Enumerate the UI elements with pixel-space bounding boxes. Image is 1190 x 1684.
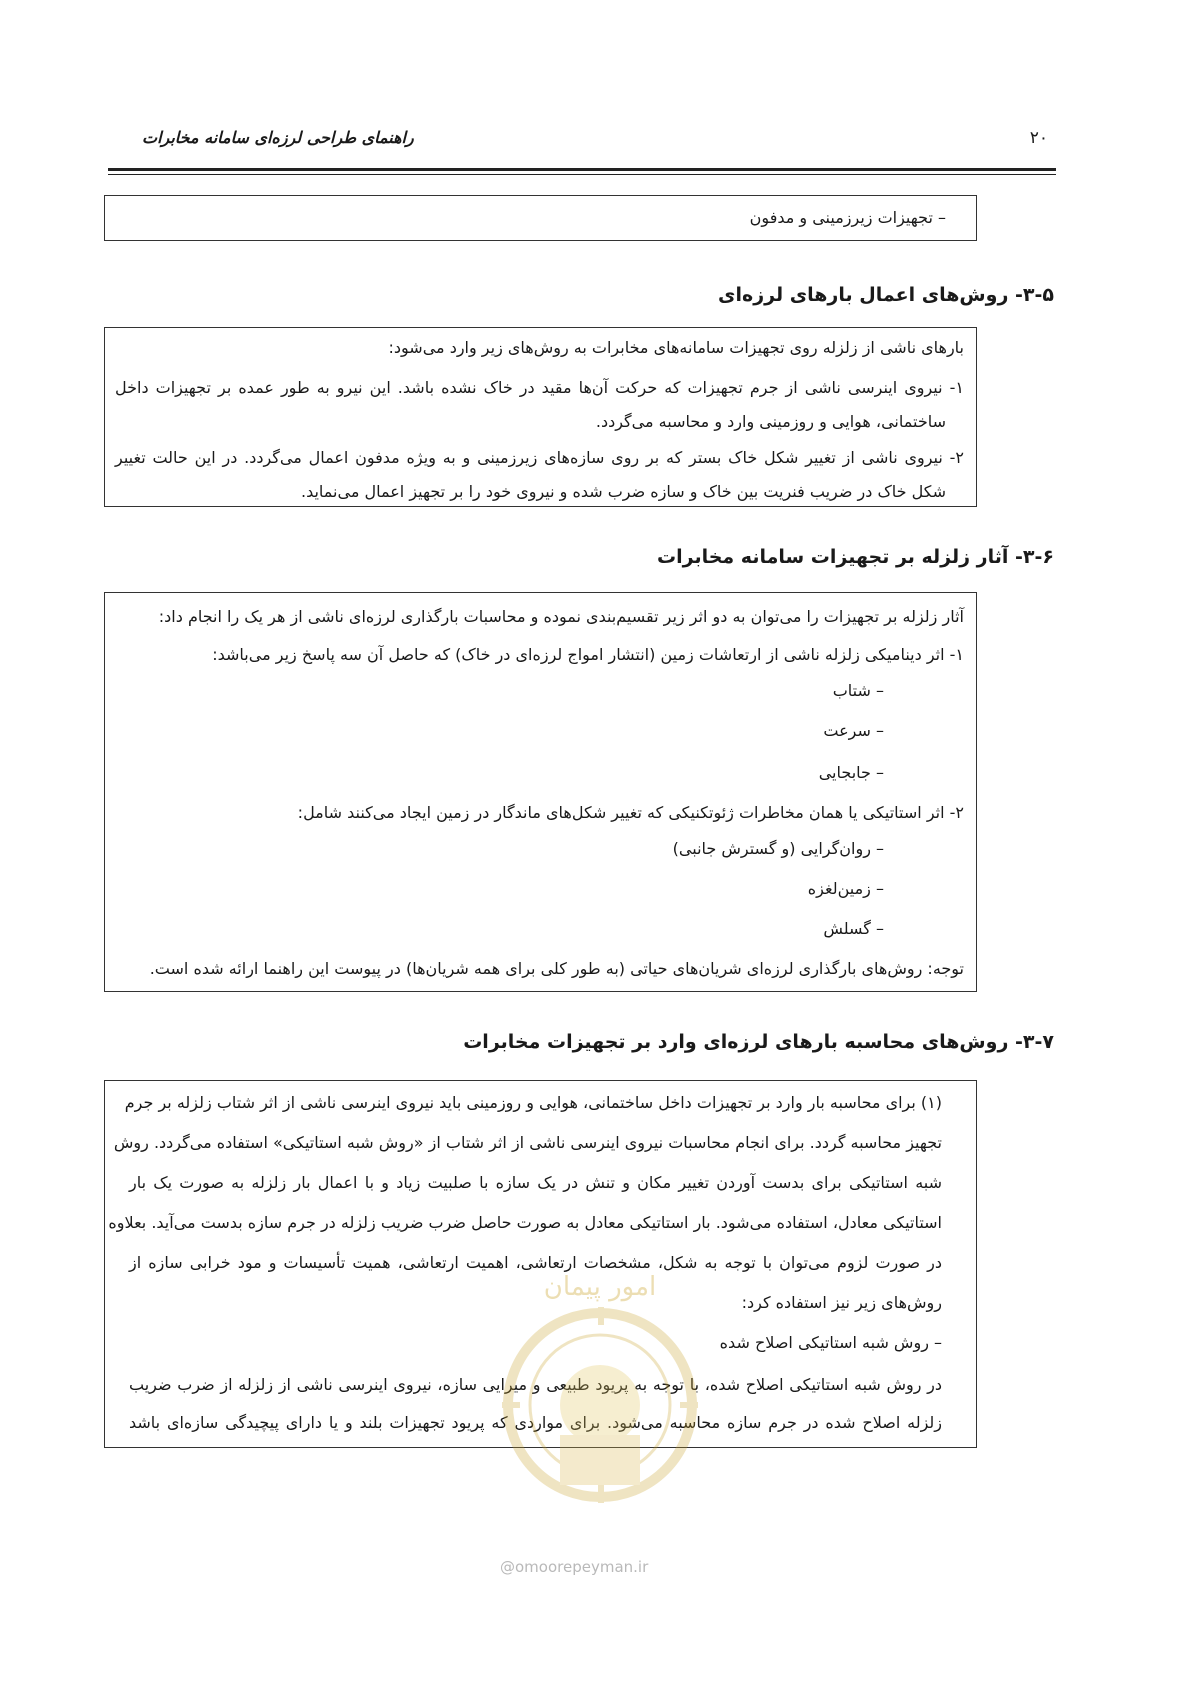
bullet-item: – تجهیزات زیرزمینی و مدفون <box>749 208 946 227</box>
bullet-liquefaction: – روان‌گرایی (و گسترش جانبی) <box>672 839 884 858</box>
section-3-6-box <box>104 592 977 992</box>
paragraph-line-4: استاتیکی معادل، استفاده می‌شود. بار استاتیکی معادل به صورت حاصل ضرب ضریب زلزله در جرم سازه بدست می‌آید. بعلاوه <box>108 1213 942 1232</box>
paragraph-line-6: روش‌های زیر نیز استفاده کرد: <box>741 1293 942 1312</box>
header-rule-thick <box>108 168 1056 171</box>
list-item-1-line2: ساختمانی، هوایی و روزمینی وارد و محاسبه می‌گردد. <box>595 412 946 431</box>
section-heading-3-6: ۳-۶- آثار زلزله بر تجهیزات سامانه مخابرات <box>657 546 1054 568</box>
bullet-displacement: – جابجایی <box>818 763 884 782</box>
running-title: راهنمای طراحی لرزه‌ای سامانه مخابرات <box>142 128 414 147</box>
section-3-7-box <box>104 1080 977 1448</box>
section-3-5-box <box>104 327 977 507</box>
bullet-landslide: – زمین‌لغزه <box>807 879 884 898</box>
paragraph-line-2: تجهیز محاسبه گردد. برای انجام محاسبات نیروی اینرسی ناشی از اثر شتاب از «روش شبه استاتیکی» استفاده می‌گردد. روش <box>113 1133 942 1152</box>
paragraph-intro: آثار زلزله بر تجهیزات را می‌توان به دو اثر زیر تقسیم‌بندی نموده و محاسبات بارگذاری لرزه‌ای ناشی از هر یک را انجام داد: <box>158 607 964 626</box>
paragraph2-line-2: زلزله اصلاح شده در جرم سازه محاسبه می‌شود. برای مواردی که پریود تجهیزات بلند و یا دارای پیچیدگی سازه‌ای باشد <box>129 1413 942 1432</box>
list-item-1: ۱- اثر دینامیکی زلزله ناشی از ارتعاشات زمین (انتشار امواج لرزه‌ای در خاک) که حاصل آن سه پاسخ زیر می‌باشد: <box>212 645 964 664</box>
list-item-2-line2: شکل خاک در ضریب فنریت بین خاک و سازه ضرب شده و نیروی خود را بر تجهیز اعمال می‌نماید. <box>300 482 946 501</box>
bullet-faulting: – گسلش <box>823 919 884 938</box>
page-number: ۲۰ <box>1029 128 1048 148</box>
bullet-velocity: – سرعت <box>823 721 884 740</box>
list-item-1-line1: ۱- نیروی اینرسی ناشی از جرم تجهیزات که حرکت آن‌ها مقید در خاک نشده باشد. این نیرو به طور عمده بر تجهیزات داخل <box>115 378 964 397</box>
paragraph-intro: بارهای ناشی از زلزله روی تجهیزات سامانه‌های مخابرات به روش‌های زیر وارد می‌شود: <box>388 338 964 357</box>
header-rule-thin <box>108 174 1056 175</box>
paragraph-line-3: شبه استاتیکی برای بدست آوردن تغییر مکان و تنش در یک سازه با صلبیت زیاد و با اعمال بار زلزله به صورت یک بار <box>129 1173 942 1192</box>
watermark-brand: امور پیمان <box>543 1272 657 1302</box>
bullet-acceleration: – شتاب <box>832 681 884 700</box>
paragraph2-line-1: در روش شبه استاتیکی اصلاح شده، با توجه به پریود طبیعی و میرایی سازه، نیروی اینرسی ناشی از زلزله از ضرب ضریب <box>129 1375 942 1394</box>
watermark-url: @omoorepeyman.ir <box>500 1558 649 1576</box>
section-heading-3-5: ۳-۵- روش‌های اعمال بارهای لرزه‌ای <box>718 284 1054 306</box>
paragraph-line-5: در صورت لزوم می‌توان با توجه به شکل، مشخصات ارتعاشی، اهمیت ارتعاشی، همیت تأسیسات و مود خرابی سازه از <box>129 1253 942 1272</box>
section-heading-3-7: ۳-۷- روش‌های محاسبه بارهای لرزه‌ای وارد بر تجهیزات مخابرات <box>463 1031 1054 1053</box>
bullet-modified-pseudo-static: – روش شبه استاتیکی اصلاح شده <box>719 1333 942 1352</box>
paragraph-line-1: (۱) برای محاسبه بار وارد بر تجهیزات داخل ساختمانی، هوایی و روزمینی باید نیروی اینرسی ناشی از اثر شتاب زلزله بر جرم <box>124 1093 942 1112</box>
note: توجه: روش‌های بارگذاری لرزه‌ای شریان‌های حیاتی (به طور کلی برای همه شریان‌ها) در پیوست این راهنما ارائه شده است. <box>149 959 964 978</box>
list-item-2-line1: ۲- نیروی ناشی از تغییر شکل خاک بستر که بر روی سازه‌های زیرزمینی و به ویژه مدفون اعمال می‌گردد. در این حالت تغییر <box>115 448 964 467</box>
list-item-2: ۲- اثر استاتیکی یا همان مخاطرات ژئوتکنیکی که تغییر شکل‌های ماندگار در زمین ایجاد می‌کنند شامل: <box>297 803 964 822</box>
page-header <box>108 122 1056 152</box>
top-continuation-box <box>104 195 977 241</box>
